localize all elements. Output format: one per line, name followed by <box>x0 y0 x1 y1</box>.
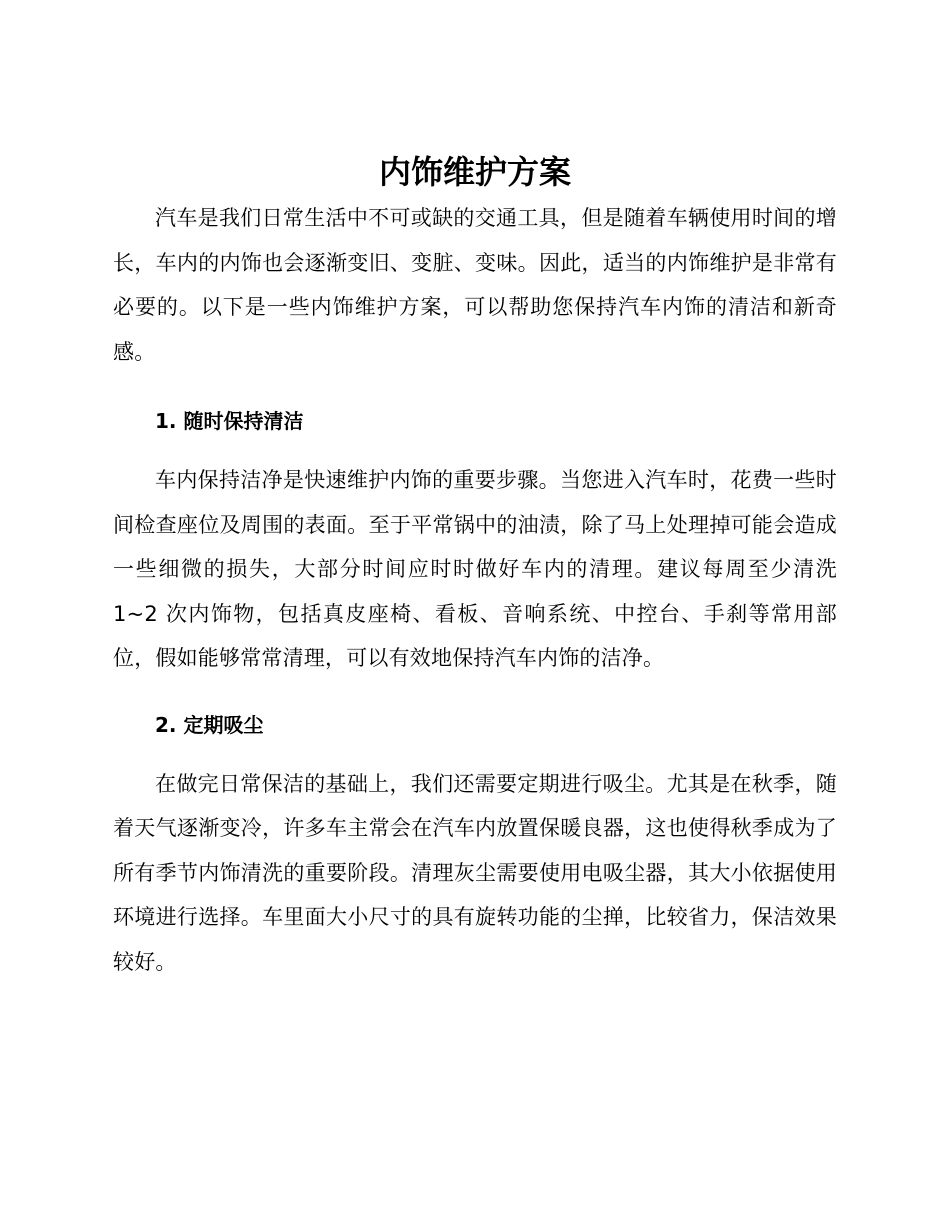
section-heading-cleaning: 1. 随时保持清洁 <box>155 409 304 433</box>
intro-paragraph: 汽车是我们日常生活中不可或缺的交通工具，但是随着车辆使用时间的增长，车内的内饰也会逐渐变旧、变脏、变味。因此，适当的内饰维护是非常有必要的。以下是一些内饰维护方案，可以帮助您保持汽车内饰的清洁和新奇感。 <box>113 206 837 364</box>
document-page <box>113 148 837 984</box>
document-title: 内饰维护方案 <box>378 153 571 191</box>
section-body-vacuuming: 在做完日常保洁的基础上，我们还需要定期进行吸尘。尤其是在秋季，随着天气逐渐变冷，许多车主常会在汽车内放置保暖良器，这也使得秋季成为了所有季节内饰清洗的重要阶段。清理灰尘需要使用电吸尘器，其大小依据使用环境进行选择。车里面大小尺寸的具有旋转功能的尘掸，比较省力，保洁效果较好。 <box>113 771 837 974</box>
section-heading-vacuuming: 2. 定期吸尘 <box>155 712 264 737</box>
section-body-cleaning: 车内保持洁净是快速维护内饰的重要步骤。当您进入汽车时，花费一些时间检查座位及周围的表面。至于平常锅中的油渍，除了马上处理掉可能会造成一些细微的损失，大部分时间应时时做好车内的清理。建议每周至少清洗 1~2 次内饰物，包括真皮座椅、看板、音响系统、中控台、手刹等常用部位，假如能够常常清理，可以有效地保持汽车内饰的洁净。 <box>113 468 837 670</box>
